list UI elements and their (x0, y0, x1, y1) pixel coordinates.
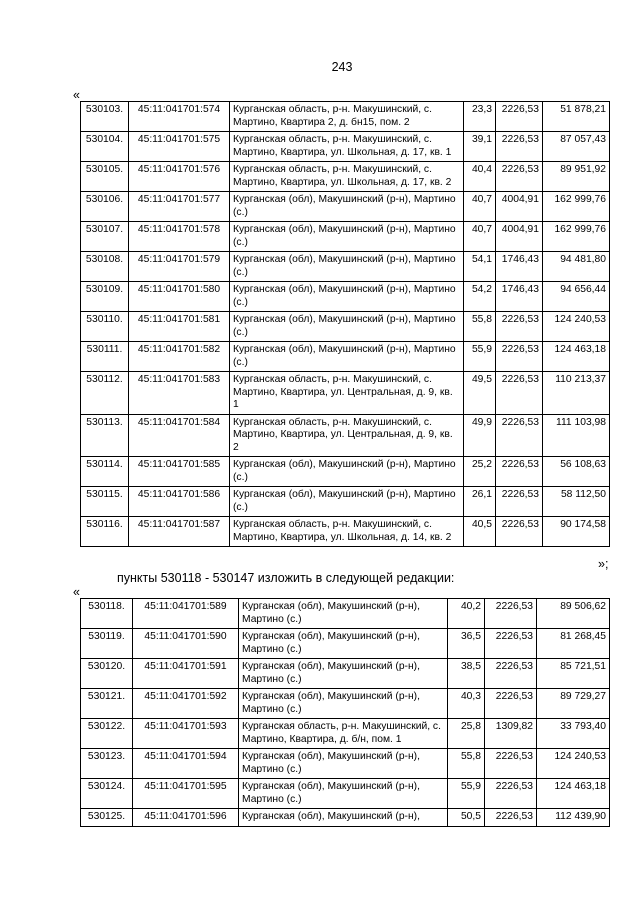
cadastral-number-cell: 45:11:041701:592 (133, 689, 239, 719)
total-cell: 90 174,58 (543, 517, 610, 547)
total-cell: 124 463,18 (537, 779, 610, 809)
cadastral-number-cell: 45:11:041701:577 (129, 192, 230, 222)
area-cell: 40,7 (464, 222, 496, 252)
cadastral-number-cell: 45:11:041701:584 (129, 414, 230, 457)
opening-quote: « (73, 88, 80, 102)
area-cell: 55,8 (448, 749, 485, 779)
cadastral-number-cell: 45:11:041701:579 (129, 252, 230, 282)
row-number-cell: 530111. (81, 342, 129, 372)
rate-cell: 2226,53 (496, 372, 543, 415)
rate-cell: 2226,53 (485, 689, 537, 719)
rate-cell: 2226,53 (496, 312, 543, 342)
address-cell: Курганская область, р-н. Макушинский, с. Мартино, Квартира, ул. Школьная, д. 14, кв. 2 (230, 517, 464, 547)
total-cell: 124 240,53 (537, 749, 610, 779)
cadastral-number-cell: 45:11:041701:574 (129, 102, 230, 132)
row-number-cell: 530108. (81, 252, 129, 282)
table-row (81, 599, 610, 629)
property-table-1 (80, 101, 610, 547)
rate-cell: 1309,82 (485, 719, 537, 749)
total-cell: 112 439,90 (537, 809, 610, 827)
table-row (81, 312, 610, 342)
area-cell: 49,9 (464, 414, 496, 457)
cadastral-number-cell: 45:11:041701:583 (129, 372, 230, 415)
rate-cell: 2226,53 (496, 487, 543, 517)
row-number-cell: 530119. (81, 629, 133, 659)
total-cell: 51 878,21 (543, 102, 610, 132)
cadastral-number-cell: 45:11:041701:590 (133, 629, 239, 659)
address-cell: Курганская (обл), Макушинский (р-н), Мартино (с.) (230, 487, 464, 517)
total-cell: 162 999,76 (543, 192, 610, 222)
row-number-cell: 530113. (81, 414, 129, 457)
total-cell: 110 213,37 (543, 372, 610, 415)
address-cell: Курганская (обл), Макушинский (р-н), Мартино (с.) (230, 312, 464, 342)
address-cell: Курганская область, р-н. Макушинский, с. Мартино, Квартира 2, д. бн15, пом. 2 (230, 102, 464, 132)
total-cell: 124 240,53 (543, 312, 610, 342)
cadastral-number-cell: 45:11:041701:582 (129, 342, 230, 372)
table-row (81, 192, 610, 222)
table-row (81, 162, 610, 192)
area-cell: 55,9 (448, 779, 485, 809)
total-cell: 124 463,18 (543, 342, 610, 372)
row-number-cell: 530106. (81, 192, 129, 222)
table-row (81, 102, 610, 132)
area-cell: 23,3 (464, 102, 496, 132)
total-cell: 89 506,62 (537, 599, 610, 629)
area-cell: 55,9 (464, 342, 496, 372)
address-cell: Курганская (обл), Макушинский (р-н), Мартино (с.) (239, 689, 448, 719)
rate-cell: 2226,53 (496, 162, 543, 192)
area-cell: 40,2 (448, 599, 485, 629)
table-row (81, 689, 610, 719)
total-cell: 162 999,76 (543, 222, 610, 252)
table-row (81, 517, 610, 547)
table-row (81, 487, 610, 517)
address-cell: Курганская (обл), Макушинский (р-н), Мартино (с.) (230, 252, 464, 282)
address-cell: Курганская область, р-н. Макушинский, с. Мартино, Квартира, ул. Центральная, д. 9, кв. 1 (230, 372, 464, 415)
rate-cell: 2226,53 (485, 779, 537, 809)
property-table-2 (80, 598, 610, 827)
cadastral-number-cell: 45:11:041701:594 (133, 749, 239, 779)
total-cell: 33 793,40 (537, 719, 610, 749)
row-number-cell: 530103. (81, 102, 129, 132)
total-cell: 94 656,44 (543, 282, 610, 312)
cadastral-number-cell: 45:11:041701:575 (129, 132, 230, 162)
rate-cell: 1746,43 (496, 282, 543, 312)
area-cell: 36,5 (448, 629, 485, 659)
amendment-instruction: пункты 530118 - 530147 изложить в следующей редакции: (117, 571, 455, 585)
address-cell: Курганская (обл), Макушинский (р-н), Мартино (с.) (230, 457, 464, 487)
table-row (81, 779, 610, 809)
area-cell: 39,1 (464, 132, 496, 162)
total-cell: 58 112,50 (543, 487, 610, 517)
total-cell: 111 103,98 (543, 414, 610, 457)
cadastral-number-cell: 45:11:041701:595 (133, 779, 239, 809)
row-number-cell: 530115. (81, 487, 129, 517)
row-number-cell: 530123. (81, 749, 133, 779)
row-number-cell: 530120. (81, 659, 133, 689)
page-number: 243 (331, 60, 353, 74)
rate-cell: 2226,53 (496, 132, 543, 162)
address-cell: Курганская (обл), Макушинский (р-н), (239, 809, 448, 827)
total-cell: 89 729,27 (537, 689, 610, 719)
row-number-cell: 530122. (81, 719, 133, 749)
row-number-cell: 530114. (81, 457, 129, 487)
area-cell: 26,1 (464, 487, 496, 517)
address-cell: Курганская (обл), Макушинский (р-н), Мартино (с.) (239, 629, 448, 659)
closing-quote: »; (598, 557, 609, 571)
table-row (81, 414, 610, 457)
area-cell: 49,5 (464, 372, 496, 415)
row-number-cell: 530104. (81, 132, 129, 162)
address-cell: Курганская (обл), Макушинский (р-н), Мартино (с.) (239, 749, 448, 779)
area-cell: 25,2 (464, 457, 496, 487)
row-number-cell: 530121. (81, 689, 133, 719)
area-cell: 54,2 (464, 282, 496, 312)
rate-cell: 2226,53 (485, 599, 537, 629)
rate-cell: 2226,53 (496, 102, 543, 132)
row-number-cell: 530124. (81, 779, 133, 809)
row-number-cell: 530112. (81, 372, 129, 415)
row-number-cell: 530110. (81, 312, 129, 342)
cadastral-number-cell: 45:11:041701:596 (133, 809, 239, 827)
rate-cell: 2226,53 (496, 414, 543, 457)
table-row (81, 629, 610, 659)
address-cell: Курганская область, р-н. Макушинский, с. Мартино, Квартира, ул. Школьная, д. 17, кв. 1 (230, 132, 464, 162)
total-cell: 87 057,43 (543, 132, 610, 162)
total-cell: 94 481,80 (543, 252, 610, 282)
rate-cell: 1746,43 (496, 252, 543, 282)
area-cell: 25,8 (448, 719, 485, 749)
area-cell: 55,8 (464, 312, 496, 342)
cadastral-number-cell: 45:11:041701:593 (133, 719, 239, 749)
area-cell: 40,3 (448, 689, 485, 719)
table-row (81, 132, 610, 162)
cadastral-number-cell: 45:11:041701:591 (133, 659, 239, 689)
area-cell: 50,5 (448, 809, 485, 827)
address-cell: Курганская область, р-н. Макушинский, с. Мартино, Квартира, ул. Центральная, д. 9, кв. 2 (230, 414, 464, 457)
table-row (81, 282, 610, 312)
address-cell: Курганская (обл), Макушинский (р-н), Мартино (с.) (239, 599, 448, 629)
cadastral-number-cell: 45:11:041701:586 (129, 487, 230, 517)
table-row (81, 252, 610, 282)
area-cell: 40,7 (464, 192, 496, 222)
table-row (81, 372, 610, 415)
address-cell: Курганская область, р-н. Макушинский, с. Мартино, Квартира, ул. Школьная, д. 17, кв. 2 (230, 162, 464, 192)
table-row (81, 719, 610, 749)
cadastral-number-cell: 45:11:041701:580 (129, 282, 230, 312)
address-cell: Курганская (обл), Макушинский (р-н), Мартино (с.) (230, 342, 464, 372)
rate-cell: 2226,53 (485, 749, 537, 779)
table-row (81, 749, 610, 779)
total-cell: 81 268,45 (537, 629, 610, 659)
row-number-cell: 530118. (81, 599, 133, 629)
rate-cell: 2226,53 (485, 659, 537, 689)
table-row (81, 809, 610, 827)
cadastral-number-cell: 45:11:041701:589 (133, 599, 239, 629)
cadastral-number-cell: 45:11:041701:585 (129, 457, 230, 487)
address-cell: Курганская (обл), Макушинский (р-н), Мартино (с.) (239, 659, 448, 689)
area-cell: 38,5 (448, 659, 485, 689)
row-number-cell: 530105. (81, 162, 129, 192)
row-number-cell: 530125. (81, 809, 133, 827)
table-row (81, 222, 610, 252)
row-number-cell: 530107. (81, 222, 129, 252)
cadastral-number-cell: 45:11:041701:578 (129, 222, 230, 252)
area-cell: 40,4 (464, 162, 496, 192)
table-row (81, 659, 610, 689)
address-cell: Курганская (обл), Макушинский (р-н), Мартино (с.) (239, 779, 448, 809)
rate-cell: 4004,91 (496, 192, 543, 222)
table-row (81, 457, 610, 487)
total-cell: 56 108,63 (543, 457, 610, 487)
rate-cell: 4004,91 (496, 222, 543, 252)
area-cell: 54,1 (464, 252, 496, 282)
address-cell: Курганская область, р-н. Макушинский, с. Мартино, Квартира, д. б/н, пом. 1 (239, 719, 448, 749)
cadastral-number-cell: 45:11:041701:581 (129, 312, 230, 342)
address-cell: Курганская (обл), Макушинский (р-н), Мартино (с.) (230, 222, 464, 252)
rate-cell: 2226,53 (496, 457, 543, 487)
rate-cell: 2226,53 (485, 629, 537, 659)
address-cell: Курганская (обл), Макушинский (р-н), Мартино (с.) (230, 282, 464, 312)
row-number-cell: 530109. (81, 282, 129, 312)
address-cell: Курганская (обл), Макушинский (р-н), Мартино (с.) (230, 192, 464, 222)
total-cell: 89 951,92 (543, 162, 610, 192)
cadastral-number-cell: 45:11:041701:576 (129, 162, 230, 192)
cadastral-number-cell: 45:11:041701:587 (129, 517, 230, 547)
rate-cell: 2226,53 (496, 342, 543, 372)
total-cell: 85 721,51 (537, 659, 610, 689)
table-row (81, 342, 610, 372)
rate-cell: 2226,53 (485, 809, 537, 827)
opening-quote-2: « (73, 585, 80, 599)
area-cell: 40,5 (464, 517, 496, 547)
rate-cell: 2226,53 (496, 517, 543, 547)
row-number-cell: 530116. (81, 517, 129, 547)
